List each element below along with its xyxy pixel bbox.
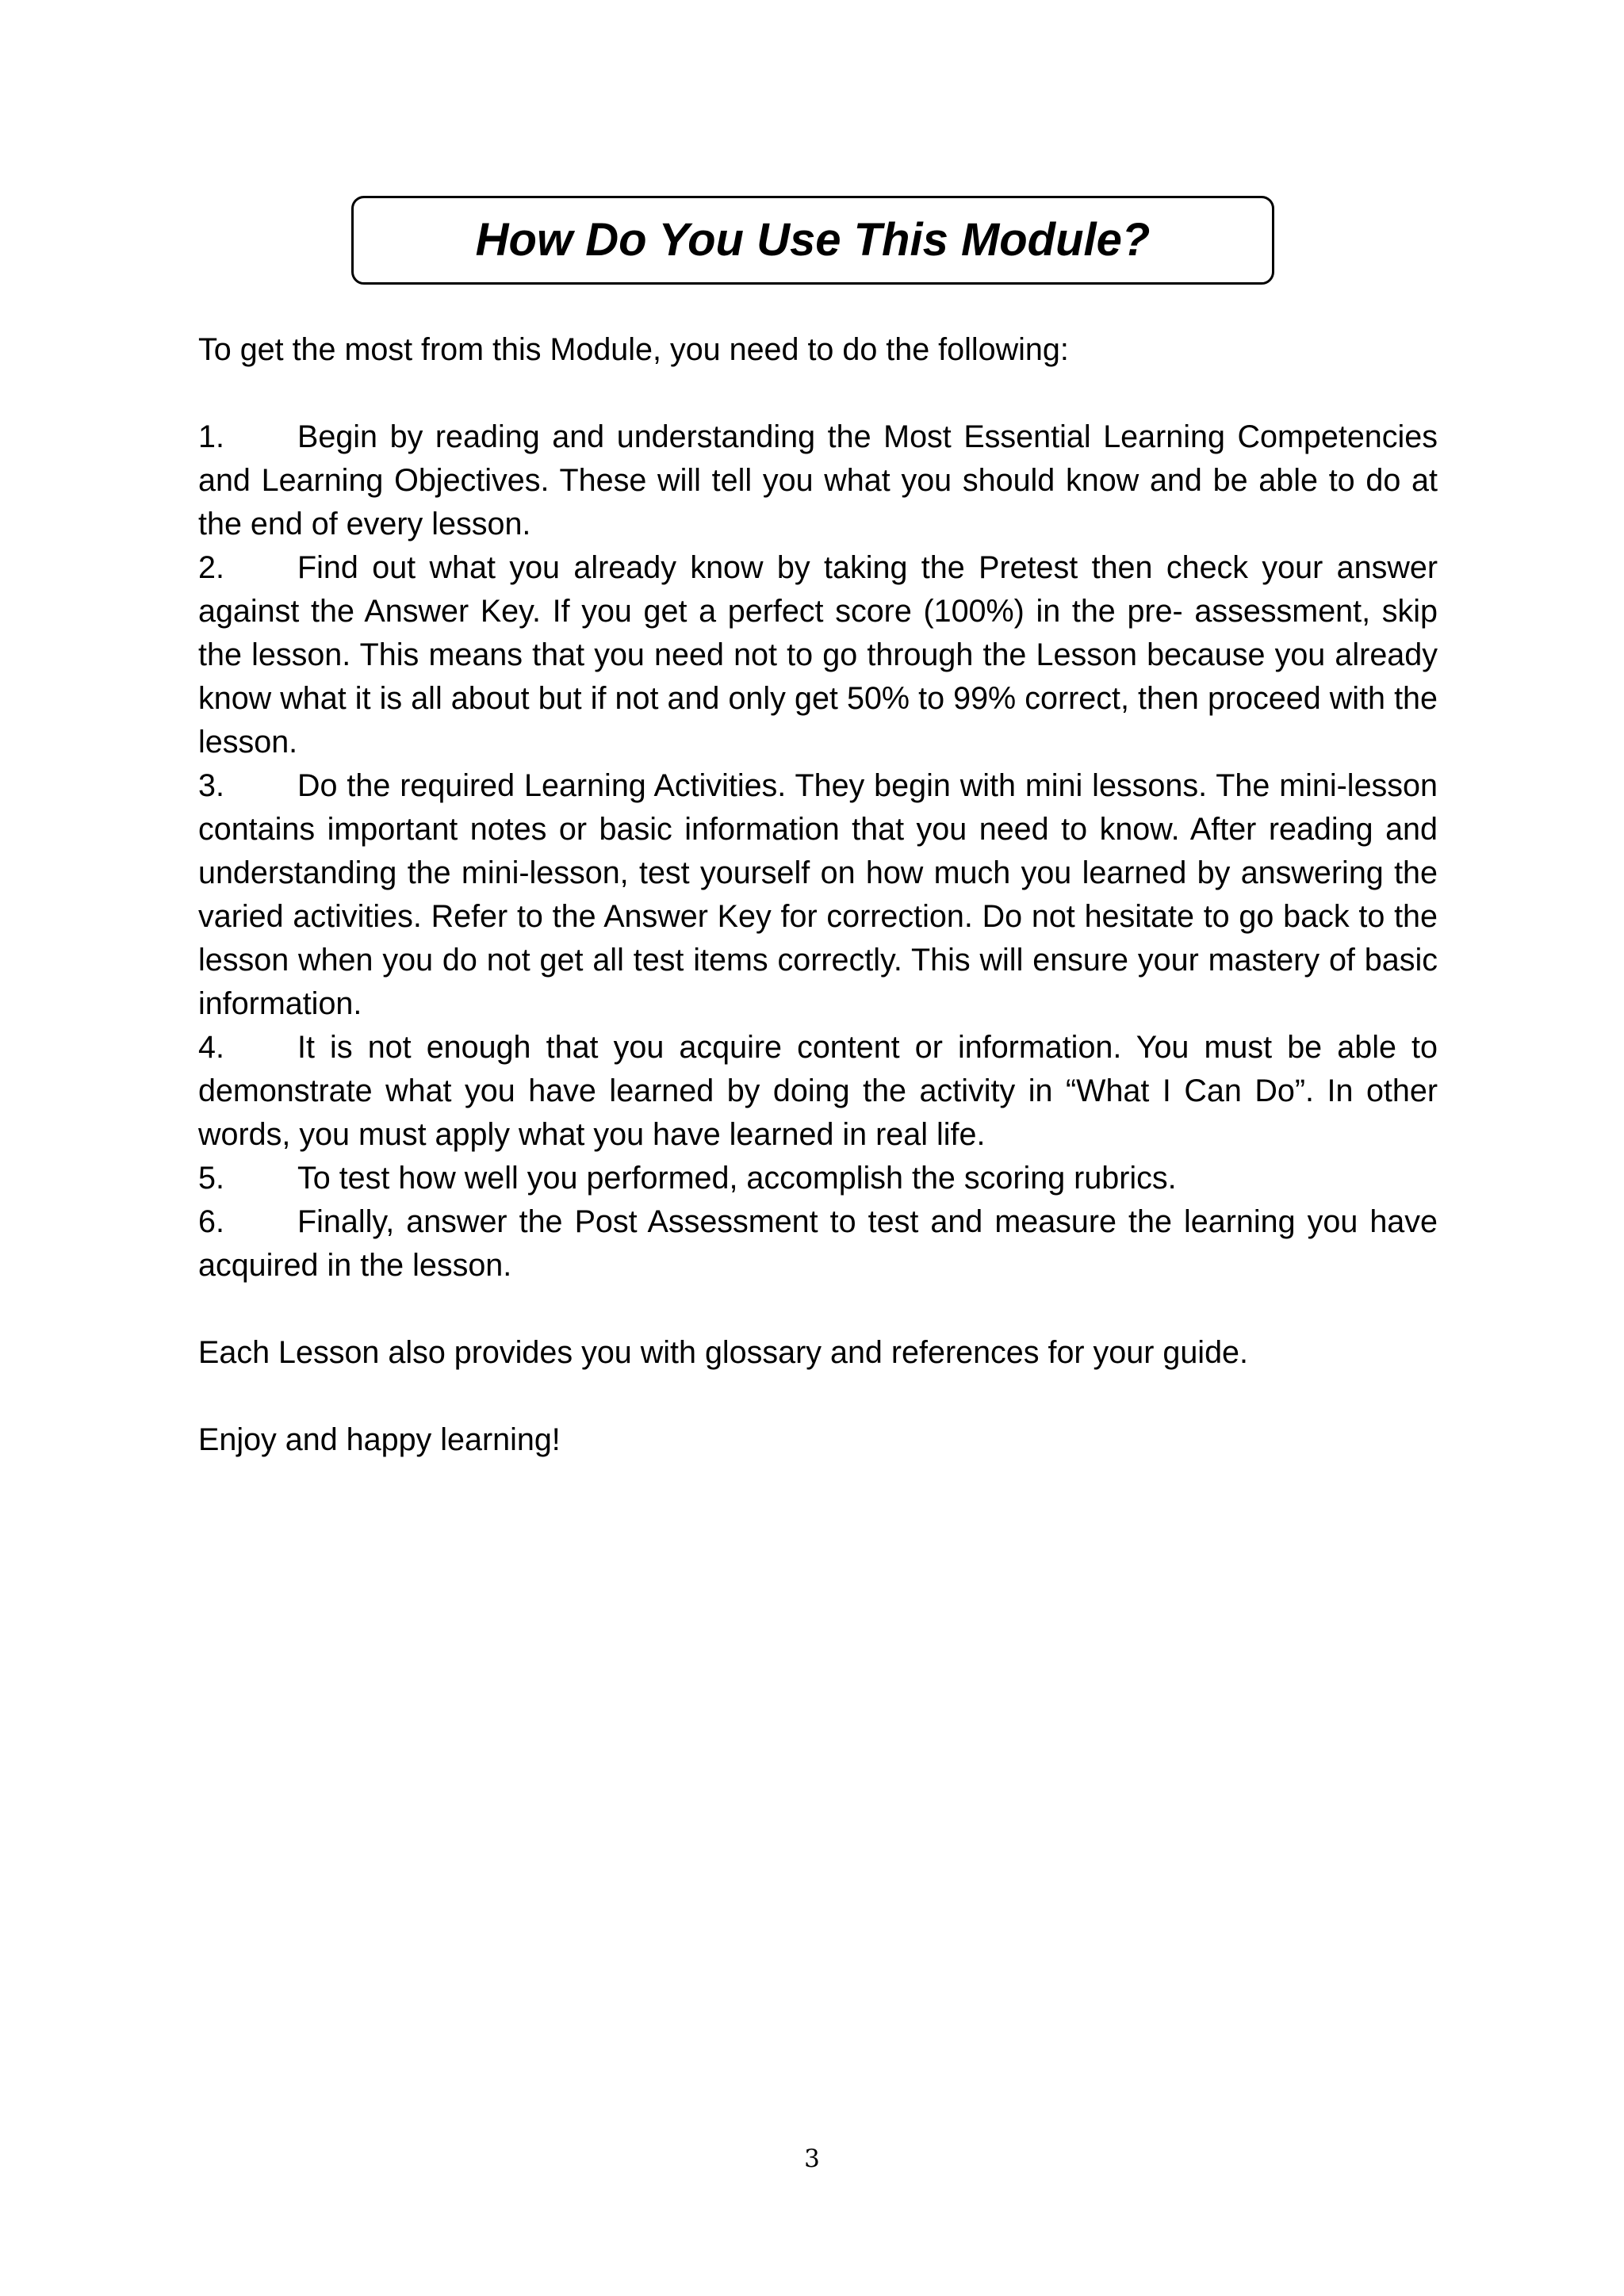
list-item-number: 6. (198, 1204, 224, 1239)
spacer (198, 1375, 1438, 1418)
list-item-text: Find out what you already know by taking the Pretest then check your answer against the Answer Key. If you get a perfect score (100%) in the pre- assessment, skip the lesson. This means that you need not to go through the Lesson because you already know what it is all about but if not and only get 50% to 99% correct, then proceed with the lesson. (198, 550, 1438, 760)
list-item (198, 1200, 1438, 1288)
list-item-text: To test how well you performed, accomplish the scoring rubrics. (297, 1161, 1177, 1196)
list-item-text: It is not enough that you acquire content or information. You must be able to demonstrate what you have learned by doing the activity in “What I Can Do”. In other words, you must apply what you have learned in real life. (198, 1030, 1438, 1152)
closing-paragraph: Each Lesson also provides you with glossary and references for your guide. (198, 1335, 1248, 1370)
document-body (198, 328, 1438, 1462)
farewell-paragraph: Enjoy and happy learning! (198, 1422, 561, 1457)
list-item-text: Finally, answer the Post Assessment to test and measure the learning you have acquired in the lesson. (198, 1204, 1438, 1283)
list-item (198, 415, 1438, 546)
list-item (198, 546, 1438, 764)
list-item-number: 4. (198, 1030, 224, 1065)
spacer (198, 372, 1438, 415)
spacer (198, 1288, 1438, 1331)
list-item-number: 2. (198, 550, 224, 585)
list-item-number: 3. (198, 768, 224, 803)
title-box (351, 196, 1274, 285)
list-item-text: Do the required Learning Activities. They begin with mini lessons. The mini-lesson contains important notes or basic information that you need to know. After reading and understanding the mini-lesson, test yourself on how much you learned by answering the varied activities. Refer to the Answer Key for correction. Do not hesitate to go back to the lesson when you do not get all test items correctly. This will ensure your mastery of basic information. (198, 768, 1438, 1021)
list-item-number: 1. (198, 419, 224, 454)
page-title: How Do You Use This Module? (475, 214, 1151, 266)
list-item-text: Begin by reading and understanding the Most Essential Learning Competencies and Learning Objectives. These will tell you what you should know and be able to do at the end of every lesson. (198, 419, 1438, 541)
list-item (198, 764, 1438, 1026)
list-item-number: 5. (198, 1161, 224, 1196)
list-item (198, 1157, 1438, 1200)
page-number: 3 (804, 2145, 820, 2173)
intro-paragraph: To get the most from this Module, you need to do the following: (198, 332, 1069, 367)
list-item (198, 1026, 1438, 1157)
steps-list (198, 415, 1438, 1288)
